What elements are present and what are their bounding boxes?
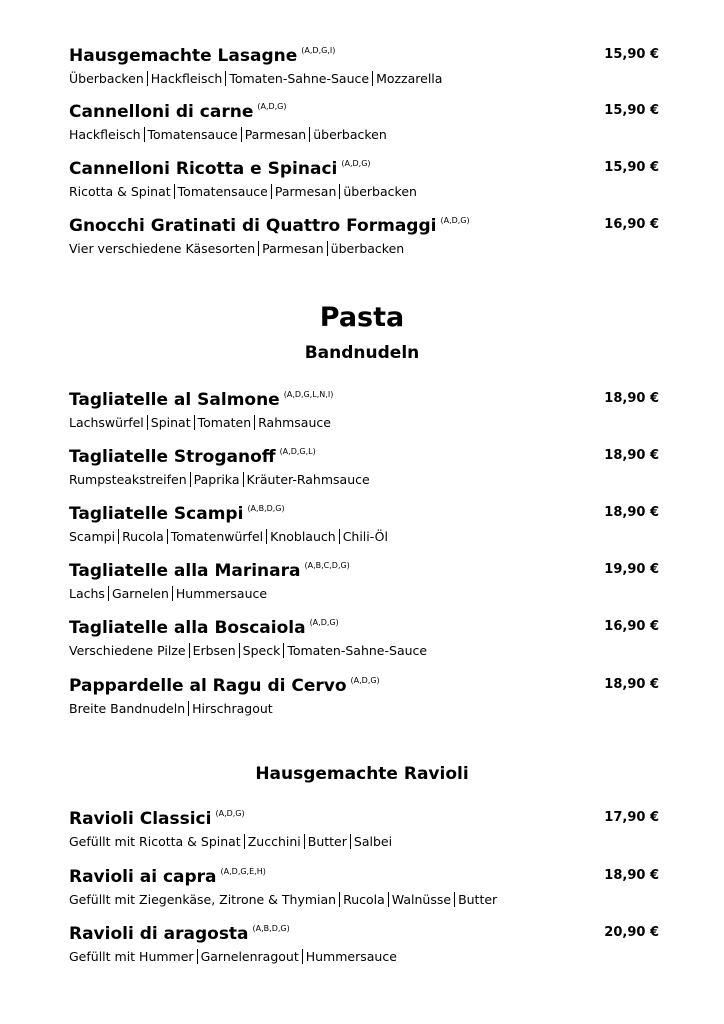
ingredient: Tomatenwürfel: [170, 529, 264, 544]
dish-name-row: [69, 503, 661, 528]
separator-bar: [309, 127, 310, 142]
separator-bar: [304, 834, 305, 849]
separator-bar: [241, 127, 242, 142]
separator-bar: [239, 643, 240, 658]
dish-name: Cannelloni di carne: [69, 102, 254, 122]
dish-name: Ravioli Classici: [69, 809, 212, 829]
ingredient: Mozzarella: [376, 71, 443, 86]
separator-bar: [172, 586, 173, 601]
ingredient: Parmesan: [244, 127, 307, 142]
menu-item: [69, 808, 661, 850]
menu-item: [69, 675, 661, 717]
ingredient: Tomaten-Sahne-Sauce: [287, 643, 428, 658]
dish-description: [69, 472, 661, 488]
ingredient: Hackfleisch: [69, 127, 141, 142]
ingredient: Rumpsteakstreifen: [69, 472, 187, 487]
menu-item: [69, 45, 661, 87]
dish-name-row: [69, 446, 661, 471]
menu-item: [69, 389, 661, 431]
dish-price: 18,90 €: [604, 505, 659, 520]
ingredient: Hummersauce: [305, 949, 397, 964]
ingredient: Garnelenragout: [200, 949, 299, 964]
separator-bar: [350, 834, 351, 849]
dish-price: 16,90 €: [604, 619, 659, 634]
dish-description: [69, 127, 661, 143]
separator-bar: [302, 949, 303, 964]
allergen-codes: (A,D,G): [257, 102, 287, 111]
dish-description: [69, 415, 661, 431]
separator-bar: [454, 892, 455, 907]
separator-bar: [372, 71, 373, 86]
ingredient: Salbei: [353, 834, 393, 849]
dish-description: [69, 529, 661, 545]
menu-item: [69, 215, 661, 257]
ingredient: Tomaten-Sahne-Sauce: [229, 71, 370, 86]
separator-bar: [108, 586, 109, 601]
ingredient: Verschiedene Pilze: [69, 643, 186, 658]
separator-bar: [244, 834, 245, 849]
dish-name: Gnocchi Gratinati di Quattro Formaggi: [69, 216, 437, 236]
dish-price: 18,90 €: [604, 868, 659, 883]
allergen-codes: (A,D,G,L,N,I): [283, 390, 334, 399]
ingredient: Tomaten: [197, 415, 252, 430]
menu-item: [69, 560, 661, 602]
ingredient: Butter: [458, 892, 498, 907]
separator-bar: [197, 949, 198, 964]
ingredient: Ricotta & Spinat: [69, 184, 171, 199]
dish-description: [69, 701, 661, 717]
ingredient: Kräuter-Rahmsauce: [246, 472, 370, 487]
dish-price: 16,90 €: [604, 217, 659, 232]
dish-description: [69, 71, 661, 87]
section-subtitle-bandnudeln: Bandnudeln: [304, 343, 420, 363]
separator-bar: [194, 415, 195, 430]
ingredient: Knoblauch: [270, 529, 336, 544]
dish-name-row: [69, 158, 661, 183]
dish-description: [69, 643, 661, 659]
separator-bar: [266, 529, 267, 544]
dish-description: [69, 184, 661, 200]
dish-name-row: [69, 101, 661, 126]
allergen-codes: (A,D,G,E,H): [220, 867, 266, 876]
ingredient: überbacken: [343, 184, 417, 199]
ingredient: Parmesan: [262, 241, 324, 256]
dish-name: Tagliatelle Scampi: [69, 504, 244, 524]
separator-bar: [339, 892, 340, 907]
menu-item: [69, 158, 661, 200]
separator-bar: [243, 472, 244, 487]
menu-item: [69, 101, 661, 143]
separator-bar: [190, 472, 191, 487]
dish-name-row: [69, 617, 661, 642]
dish-price: 15,90 €: [604, 47, 659, 62]
dish-name-row: [69, 923, 661, 948]
separator-bar: [189, 643, 190, 658]
dish-description: [69, 892, 661, 908]
dish-name: Tagliatelle alla Boscaiola: [69, 618, 306, 638]
dish-description: [69, 241, 661, 257]
dish-name: Ravioli di aragosta: [69, 924, 249, 944]
ingredient: Scampi: [69, 529, 116, 544]
dish-price: 18,90 €: [604, 677, 659, 692]
ingredient: Lachswürfel: [69, 415, 144, 430]
separator-bar: [147, 415, 148, 430]
dish-name: Pappardelle al Ragu di Cervo: [69, 676, 347, 696]
ingredient: Rucola: [343, 892, 385, 907]
menu-item: [69, 503, 661, 545]
allergen-codes: (A,B,D,G): [247, 504, 285, 513]
ingredient: Vier verschiedene Käsesorten: [69, 241, 256, 256]
dish-name: Cannelloni Ricotta e Spinaci: [69, 159, 338, 179]
separator-bar: [188, 701, 189, 716]
dish-price: 20,90 €: [604, 925, 659, 940]
allergen-codes: (A,B,D,G): [252, 924, 290, 933]
ingredient: Lachs: [69, 586, 105, 601]
dish-name: Ravioli ai capra: [69, 867, 217, 887]
ingredient: Überbacken: [69, 71, 144, 86]
separator-bar: [167, 529, 168, 544]
separator-bar: [254, 415, 255, 430]
dish-name: Hausgemachte Lasagne: [69, 46, 298, 66]
allergen-codes: (A,D,G): [215, 809, 245, 818]
ingredient: Gefüllt mit Ziegenkäse, Zitrone & Thymian: [69, 892, 337, 907]
dish-name-row: [69, 808, 661, 833]
ingredient: Parmesan: [274, 184, 337, 199]
dish-price: 15,90 €: [604, 160, 659, 175]
ingredient: Breite Bandnudeln: [69, 701, 186, 716]
allergen-codes: (A,D,G): [341, 159, 371, 168]
separator-bar: [283, 643, 284, 658]
menu-item: [69, 617, 661, 659]
ingredient: Spinat: [150, 415, 191, 430]
dish-price: 19,90 €: [604, 562, 659, 577]
separator-bar: [174, 184, 175, 199]
dish-price: 17,90 €: [604, 810, 659, 825]
separator-bar: [271, 184, 272, 199]
ingredient: Erbsen: [192, 643, 236, 658]
separator-bar: [339, 184, 340, 199]
allergen-codes: (A,D,G): [309, 618, 339, 627]
separator-bar: [147, 71, 148, 86]
allergen-codes: (A,D,G,L): [279, 447, 316, 456]
ingredient: überbacken: [330, 241, 405, 256]
dish-name-row: [69, 866, 661, 891]
separator-bar: [258, 241, 259, 256]
dish-price: 18,90 €: [604, 391, 659, 406]
menu-item: [69, 923, 661, 965]
ingredient: Chili-Öl: [342, 529, 388, 544]
dish-price: 18,90 €: [604, 448, 659, 463]
dish-name-row: [69, 45, 661, 70]
ingredient: Zucchini: [247, 834, 301, 849]
ingredient: Walnüsse: [391, 892, 452, 907]
ingredient: Tomatensauce: [177, 184, 268, 199]
separator-bar: [327, 241, 328, 256]
dish-name: Tagliatelle alla Marinara: [69, 561, 301, 581]
separator-bar: [225, 71, 226, 86]
ingredient: Gefüllt mit Ricotta & Spinat: [69, 834, 241, 849]
separator-bar: [144, 127, 145, 142]
dish-name-row: [69, 389, 661, 414]
allergen-codes: (A,D,G): [440, 216, 470, 225]
ingredient: Butter: [307, 834, 347, 849]
dish-description: [69, 586, 661, 602]
allergen-codes: (A,D,G,I): [301, 46, 336, 55]
allergen-codes: (A,D,G): [350, 676, 380, 685]
dish-name: Tagliatelle Stroganoff: [69, 447, 276, 467]
dish-description: [69, 834, 661, 850]
dish-name-row: [69, 675, 661, 700]
ingredient: Tomatensauce: [147, 127, 238, 142]
separator-bar: [118, 529, 119, 544]
menu-item: [69, 446, 661, 488]
ingredient: Hirschragout: [192, 701, 273, 716]
section-title-pasta: Pasta: [319, 302, 405, 333]
ingredient: Paprika: [193, 472, 240, 487]
dish-name-row: [69, 215, 661, 240]
allergen-codes: (A,B,C,D,G): [304, 561, 350, 570]
ingredient: Garnelen: [111, 586, 169, 601]
menu-item: [69, 866, 661, 908]
ingredient: Rahmsauce: [258, 415, 331, 430]
separator-bar: [339, 529, 340, 544]
ingredient: Hackfleisch: [150, 71, 223, 86]
dish-price: 15,90 €: [604, 103, 659, 118]
ingredient: überbacken: [313, 127, 387, 142]
dish-name: Tagliatelle al Salmone: [69, 390, 280, 410]
dish-name-row: [69, 560, 661, 585]
section-subtitle-ravioli: Hausgemachte Ravioli: [255, 764, 469, 784]
ingredient: Rucola: [122, 529, 164, 544]
dish-description: [69, 949, 661, 965]
ingredient: Hummersauce: [175, 586, 268, 601]
ingredient: Speck: [242, 643, 281, 658]
separator-bar: [388, 892, 389, 907]
ingredient: Gefüllt mit Hummer: [69, 949, 194, 964]
